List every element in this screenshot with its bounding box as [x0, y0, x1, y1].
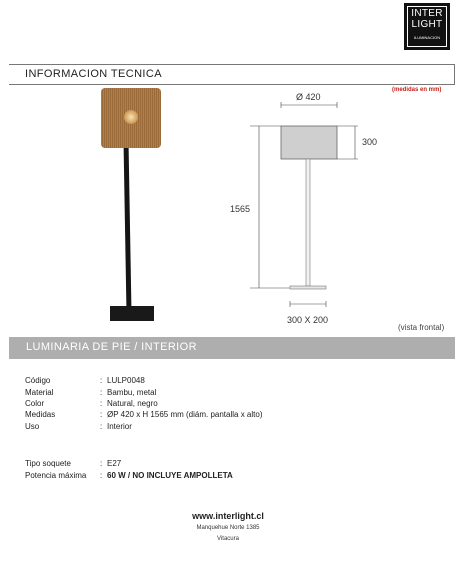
spec-colon: :	[100, 422, 103, 431]
shade-diameter-label: Ø 420	[296, 92, 321, 102]
spec-colon: :	[100, 376, 103, 385]
category-band	[9, 337, 455, 359]
spec-value: Bambu, metal	[107, 388, 157, 397]
spec-colon: :	[100, 459, 103, 468]
footer-address: Manquehue Norte 1385	[196, 525, 260, 531]
category-title: LUMINARIA DE PIE / INTERIOR	[26, 341, 197, 353]
spec-label: Color	[25, 399, 45, 408]
footer-website-link[interactable]: www.interlight.cl	[192, 511, 264, 521]
spec-value: Interior	[107, 422, 132, 431]
spec-value: 60 W / NO INCLUYE AMPOLLETA	[107, 471, 233, 480]
base-size-label: 300 X 200	[287, 315, 329, 325]
spec-colon: :	[100, 410, 103, 419]
spec-value: E27	[107, 459, 122, 468]
spec-label: Tipo soquete	[25, 459, 71, 468]
spec-label: Material	[25, 388, 54, 397]
spec-colon: :	[100, 471, 103, 480]
drawing-pole	[306, 159, 310, 286]
logo-line-light: LIGHT	[411, 19, 443, 30]
logo-line-inter: INTER	[411, 8, 443, 19]
drawing-shade	[281, 126, 337, 159]
view-label: (vista frontal)	[398, 323, 445, 332]
spec-label: Medidas	[25, 410, 56, 419]
spec-colon: :	[100, 388, 103, 397]
logo-line-iluminacion: ILUMINACION	[413, 35, 441, 40]
total-height-label: 1565	[230, 204, 251, 214]
spec-label: Uso	[25, 422, 40, 431]
drawing-base	[290, 286, 326, 289]
spec-colon: :	[100, 399, 103, 408]
spec-label: Código	[25, 376, 51, 385]
spec-value: Natural, negro	[107, 399, 158, 408]
section-title: INFORMACION TECNICA	[25, 68, 162, 80]
spec-value: LULP0048	[107, 376, 145, 385]
spec-value: ØP 420 x H 1565 mm (diám. pantalla x alto)	[107, 410, 263, 419]
shade-height-label: 300	[362, 137, 378, 147]
footer-city: Vitacura	[217, 536, 239, 542]
measure-unit-note: (medidas en mm)	[392, 87, 442, 93]
spec-label: Potencia máxima	[25, 471, 87, 480]
